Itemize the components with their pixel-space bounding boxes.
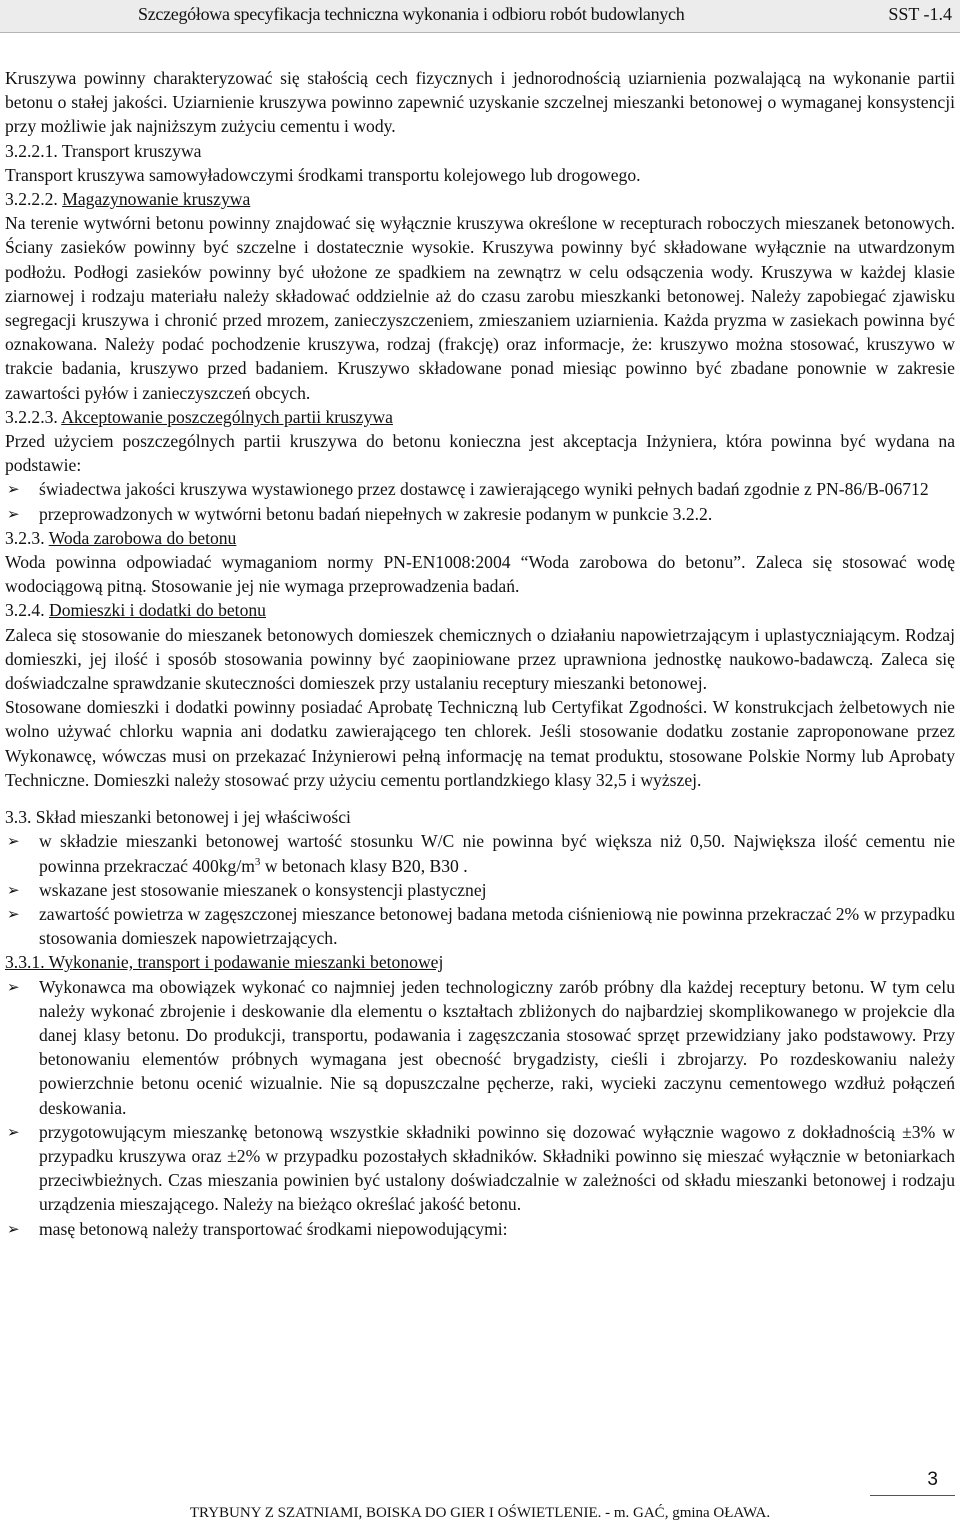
arrow-bullet-icon: ➢ <box>7 1219 20 1238</box>
arrow-bullet-icon: ➢ <box>7 977 20 996</box>
arrow-bullet-icon: ➢ <box>7 904 20 923</box>
heading-33: 3.3. Skład mieszanki betonowej i jej właściwości <box>5 807 351 828</box>
paragraph-3222: Na terenie wytwórni betonu powinny znajdować się wyłącznie kruszywa określone w recepturach roboczych mieszanek betonowych. Ściany zasieków powinny być szczelne i dostatecznie wysokie. Kruszywa powinny być składowane wyłącznie na utwardzonym podłożu. Podłogi zasieków powinny być ułożone ze spadkiem na zewnątrz w celu odsączenia wody. Kruszywa w każdej klasie ziarnowej i rodzaju materiału należy składować oddzielnie aż do czasu zarobu mieszkanki betonowej. Należy zapobiegać zjawisku segregacji kruszywa i chronić przed mrozem, zanieczyszczeniem, zmieszaniem uziarnienia. Każda pryzma w zasiekach powinna być oznakowana. Należy podać pochodzenie kruszywa, rodzaj (frakcję) oraz informacje, że: kruszywo można stosować, kruszywo w trakcie badania, kruszywo przed badaniem. Kruszywo składowane ponad miesiąc powinno być zbadane ponownie w zakresie zawartości pyłów i zanieczyszczeń obcych. <box>5 213 955 403</box>
list-item-text: przygotowującym mieszankę betonową wszystkie składniki powinno się dozować wyłącznie wagowo z dokładnością ±3% w przypadku kruszywa oraz ±2% w przypadku pozostałych składników. Składniki powinno się mieszać wyłącznie w betoniarkach przeciwbieżnych. Czas mieszania powinien być ustalony doświadczalnie w zależności od składu mieszanki betonowej i rodzaju urządzenia mieszającego. Należy na bieżąco określać jakość betonu. <box>39 1121 955 1215</box>
heading-title: Transport kruszywa <box>61 140 202 161</box>
paragraph-323: Woda powinna odpowiadać wymaganiom normy PN-EN1008:2004 “Woda zarobowa do betonu”. Zaleca się stosować wodę wodociągową pitną. Stosowanie jej nie wymaga przeprowadzenia badań. <box>5 552 955 597</box>
heading-number: 3.2.2.2. <box>5 189 58 210</box>
heading-number: 3.2.2.1. <box>5 140 58 161</box>
header-code: SST -1.4 <box>888 4 952 24</box>
list-item-text: masę betonową należy transportować środkami niepowodującymi: <box>39 1218 508 1239</box>
heading-title: Magazynowanie kruszywa <box>62 189 251 210</box>
page-header <box>0 0 960 33</box>
list-item <box>5 902 955 950</box>
header-title: Szczegółowa specyfikacja techniczna wykonania i odbioru robót budowlanych <box>138 4 685 24</box>
arrow-bullet-icon: ➢ <box>7 1122 20 1141</box>
list-item <box>5 477 955 501</box>
heading-323 <box>5 526 955 550</box>
heading-title: Woda zarobowa do betonu <box>48 527 237 548</box>
arrow-bullet-icon: ➢ <box>7 832 20 851</box>
list-item-text: zawartość powietrza w zagęszczonej mieszance betonowej badana metoda ciśnieniową nie powinna przekraczać 2% w przypadku stosowania domieszek napowietrzających. <box>39 903 955 949</box>
paragraph-intro: Kruszywa powinny charakteryzować się stałością cech fizycznych i jednorodnością uziarnienia pozwalającą na wykonanie partii betonu o stałej jakości. Uziarnienie kruszywa powinno zapewnić uzyskanie szczelnej mieszanki betonowej o wymaganej konsystencji przy możliwie jak najniższym zużyciu cementu i wody. <box>5 68 955 137</box>
heading-number: 3.2.3. <box>5 527 45 548</box>
heading-title: Domieszki i dodatki do betonu <box>49 600 266 621</box>
spacer <box>5 792 955 805</box>
footer-divider <box>870 1495 955 1496</box>
list-item-text: Wykonawca ma obowiązek wykonać co najmniej jeden technologiczny zarób próbny dla każdej receptury betonu. W tym celu należy wykonać zbrojenie i deskowanie dla elementu o kształtach zbliżonych do najbardziej skomplikowanego w projekcie dla danej klasy betonu. Do produkcji, transportu, podawania i zagęszczania stosować sprzęt przewidziany jako podstawowy. Przy betonowaniu elementów próbnych wymagana jest obecność brygadzisty, cieśli i zbrojarzy. Po rozdeskowaniu należy powierzchnie betonu ocenić wizualnie. Nie są dopuszczalne pęcherze, raki, wycieki zaczynu cementowego wzdłuż połączeń deskowania. <box>39 976 955 1118</box>
list-item-text: przeprowadzonych w wytwórni betonu badań niepełnych w zakresie podanym w punkcie 3.2.2. <box>39 503 713 524</box>
superscript: 3 <box>254 855 261 868</box>
arrow-bullet-icon: ➢ <box>7 880 20 899</box>
paragraph-324a: Zaleca się stosowanie do mieszanek betonowych domieszek chemicznych o działaniu napowietrzającym i uplastyczniającym. Rodzaj domieszki, jej ilość i sposób stosowania powinny być zaopiniowane przez uprawniona jednostkę naukowo-badawczą. Zaleca się doświadczalne sprawdzanie skuteczności domieszek przy ustalaniu receptury mieszanki betonowej. <box>5 624 955 694</box>
page-number: 3 <box>927 1469 938 1490</box>
document-body <box>5 66 955 1241</box>
heading-number: 3.2.2.3. <box>5 406 58 427</box>
list-item <box>5 829 955 877</box>
heading-number: 3.2.4. <box>5 600 45 621</box>
paragraph-3223: Przed użyciem poszczególnych partii kruszywa do betonu konieczna jest akceptacja Inżyniera, która powinna być wydana na podstawie: <box>5 431 955 476</box>
paragraph-3221: Transport kruszywa samowyładowczymi środkami transportu kolejowego lub drogowego. <box>5 164 641 185</box>
arrow-bullet-icon: ➢ <box>7 504 20 523</box>
list-item <box>5 502 955 526</box>
heading-3221 <box>5 139 955 163</box>
list-item-text-end: w betonach klasy B20, B30 . <box>260 855 468 876</box>
list-item-text: wskazane jest stosowanie mieszanek o konsystencji plastycznej <box>39 879 487 900</box>
heading-3222 <box>5 187 955 211</box>
arrow-bullet-icon: ➢ <box>7 480 20 499</box>
list-item <box>5 1217 955 1241</box>
heading-331: 3.3.1. Wykonanie, transport i podawanie mieszanki betonowej <box>5 952 444 973</box>
list-item <box>5 878 955 902</box>
list-item-text: świadectwa jakości kruszywa wystawionego przez dostawcę i zawierającego wyniki pełnych badań zgodnie z PN-86/B-06712 <box>39 479 929 500</box>
heading-3223 <box>5 405 955 429</box>
list-item-text: w składzie mieszanki betonowej wartość stosunku W/C nie powinna być większa niż 0,50. Największa ilość cementu nie powinna przekraczać 400kg/m <box>39 831 955 876</box>
paragraph-324b: Stosowane domieszki i dodatki powinny posiadać Aprobatę Techniczną lub Certyfikat Zgodności. W konstrukcjach żelbetowych nie wolno używać chlorku wapnia ani dodatku zawierającego ten chlorek. Jeśli stosowanie dodatku zostanie zaproponowane przez Wykonawcę, wówczas musi on przekazać Inżynierowi pełną informację na temat produktu, stosowane Polskie Normy lub Aprobaty Techniczne. Domieszki należy stosować przy użyciu cementu portlandzkiego klasy 32,5 i wyższej. <box>5 697 955 790</box>
heading-324 <box>5 598 955 622</box>
list-item <box>5 1120 955 1217</box>
page-footer: TRYBUNY Z SZATNIAMI, BOISKA DO GIER I OŚWIETLENIE. - m. GAĆ, gmina OŁAWA. <box>189 1505 771 1521</box>
list-item <box>5 975 955 1120</box>
heading-title: Akceptowanie poszczególnych partii kruszywa <box>61 406 393 427</box>
